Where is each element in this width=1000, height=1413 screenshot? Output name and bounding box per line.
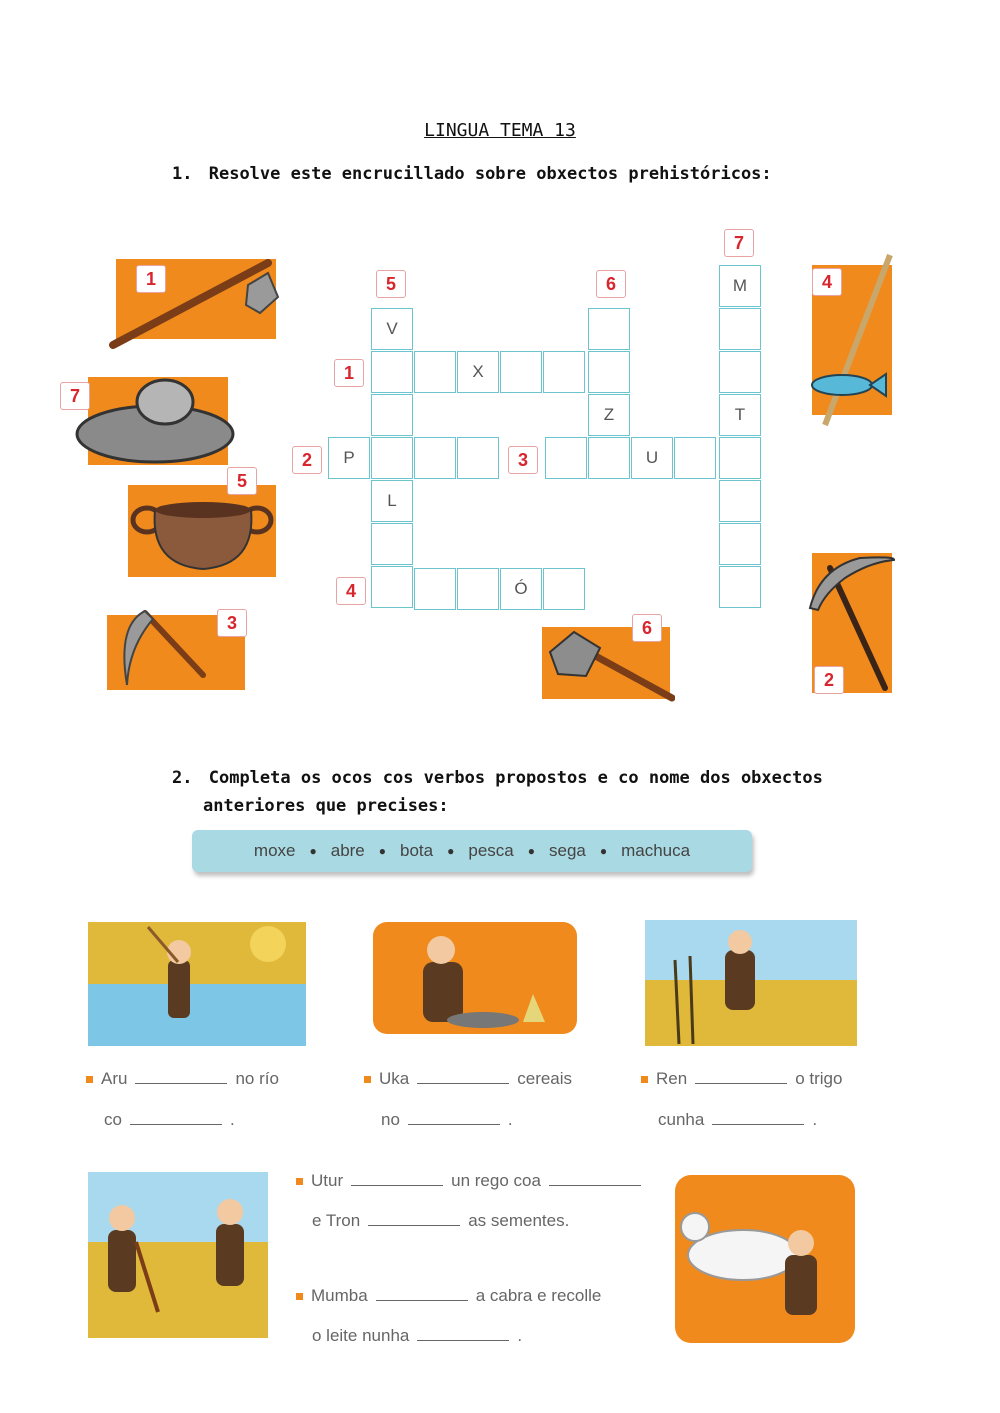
crossword-cell[interactable]: P: [328, 437, 370, 479]
bullet-square: [296, 1178, 303, 1185]
answer-blank[interactable]: [417, 1339, 509, 1341]
bullet: ●: [527, 844, 535, 858]
crossword-cell[interactable]: [414, 351, 456, 393]
sentence-uka-2: no .: [381, 1110, 513, 1129]
crossword-number: 6: [596, 270, 626, 298]
answer-blank[interactable]: [695, 1082, 787, 1084]
picture-number: 7: [60, 382, 90, 410]
crossword-cell[interactable]: [719, 308, 761, 350]
bullet-square: [296, 1293, 303, 1300]
bullet: ●: [447, 844, 455, 858]
crossword-cell[interactable]: [719, 480, 761, 522]
sentence-ren-2: cunha .: [658, 1110, 818, 1129]
sentence-text: cunha: [658, 1110, 705, 1129]
crossword-cell[interactable]: X: [457, 351, 499, 393]
sentence-text: Uka: [379, 1069, 410, 1088]
word: pesca: [468, 841, 514, 860]
crossword-number: 4: [336, 577, 366, 605]
crossword-cell[interactable]: [588, 437, 630, 479]
sentence-utur: [296, 1171, 649, 1191]
sentence-aru-2: co .: [104, 1110, 235, 1129]
sentence-ren: [641, 1069, 842, 1089]
hoe-picture: [800, 548, 900, 703]
sentence-text: o leite nunha: [312, 1326, 410, 1345]
crossword-cell[interactable]: [543, 568, 585, 610]
picture-number: 4: [812, 268, 842, 296]
axe-picture: [108, 245, 283, 355]
crossword-cell[interactable]: [719, 351, 761, 393]
sentence-text: co: [104, 1110, 122, 1129]
crossword-cell[interactable]: Z: [588, 394, 630, 436]
answer-blank[interactable]: [368, 1224, 460, 1226]
word: abre: [330, 841, 365, 860]
answer-blank[interactable]: [130, 1123, 222, 1125]
sentence-text: Ren: [656, 1069, 688, 1088]
sickle-picture: [105, 605, 250, 695]
crossword-cell[interactable]: [371, 394, 413, 436]
sentence-aru: [86, 1069, 279, 1089]
answer-blank[interactable]: [376, 1299, 468, 1301]
sowing-scene-image: [88, 1172, 268, 1343]
crossword-cell[interactable]: [371, 437, 413, 479]
picture-number: 3: [217, 609, 247, 637]
crossword-cell[interactable]: [371, 566, 413, 608]
sentence-uka: [364, 1069, 572, 1089]
word: bota: [400, 841, 434, 860]
crossword-cell[interactable]: [674, 437, 716, 479]
crossword-cell[interactable]: L: [371, 480, 413, 522]
answer-blank[interactable]: [549, 1184, 641, 1186]
question-2-text-line2: anteriores que precises:: [203, 796, 449, 816]
crossword-cell[interactable]: [414, 568, 456, 610]
sentence-text: no río: [235, 1069, 279, 1088]
answer-blank[interactable]: [135, 1082, 227, 1084]
sentence-text: Mumba: [311, 1286, 368, 1305]
crossword-cell[interactable]: [457, 568, 499, 610]
bullet: ●: [309, 844, 317, 858]
sentence-mumba: [296, 1286, 601, 1306]
sentence-text: Utur: [311, 1171, 344, 1190]
crossword-cell[interactable]: V: [371, 308, 413, 350]
word: machuca: [621, 841, 691, 860]
bullet: ●: [599, 844, 608, 858]
millstone-picture: [60, 372, 235, 477]
crossword-cell[interactable]: [543, 351, 585, 393]
sentence-text: a cabra e recolle: [475, 1286, 602, 1305]
crossword-number: 5: [376, 270, 406, 298]
answer-blank[interactable]: [417, 1082, 509, 1084]
crossword-number: 2: [292, 446, 322, 474]
fishing-scene-image: [88, 922, 306, 1051]
word: moxe: [253, 841, 296, 860]
word: sega: [548, 841, 586, 860]
sentence-text: e Tron: [312, 1211, 361, 1230]
pot-picture: [125, 465, 285, 585]
crossword-cell[interactable]: [371, 351, 413, 393]
sentence-mumba-2: o leite nunha .: [312, 1326, 523, 1345]
milking-scene-image: [675, 1175, 855, 1348]
crossword-number: 1: [334, 359, 364, 387]
picture-number: 5: [227, 467, 257, 495]
crossword-cell[interactable]: [719, 523, 761, 565]
question-1-number: 1.: [172, 164, 193, 184]
picture-number: 6: [632, 614, 662, 642]
answer-blank[interactable]: [351, 1184, 443, 1186]
question-1-text: Resolve este encrucillado sobre obxectos prehistóricos:: [208, 164, 772, 184]
question-2-number: 2.: [172, 768, 193, 788]
question-1: [172, 160, 772, 188]
crossword-cell[interactable]: [414, 437, 456, 479]
hammer-picture: [540, 612, 675, 707]
crossword-cell[interactable]: [371, 523, 413, 565]
bullet-square: [86, 1076, 93, 1083]
picture-number: 1: [136, 265, 166, 293]
crossword-cell[interactable]: [457, 437, 499, 479]
sentence-text: un rego coa: [451, 1171, 541, 1190]
crossword-cell[interactable]: Ó: [500, 568, 542, 610]
sentence-text: Aru: [101, 1069, 128, 1088]
harpoon-picture: [800, 250, 900, 435]
crossword-cell[interactable]: U: [631, 437, 673, 479]
crossword-number: 7: [724, 229, 754, 257]
sentence-text: o trigo: [795, 1069, 843, 1088]
bullet-square: [364, 1076, 371, 1083]
bullet: ●: [378, 844, 387, 858]
sentence-text: cereais: [517, 1069, 573, 1088]
crossword-cell[interactable]: [719, 566, 761, 608]
answer-blank[interactable]: [408, 1123, 500, 1125]
answer-blank[interactable]: [712, 1123, 804, 1125]
picture-number: 2: [814, 666, 844, 694]
crossword-cell[interactable]: [719, 437, 761, 479]
page-title: LINGUA TEMA 13: [424, 120, 576, 141]
grinding-scene-image: [373, 922, 577, 1039]
crossword-cell[interactable]: M: [719, 265, 761, 307]
harvest-scene-image: [645, 920, 857, 1051]
sentence-text: as sementes.: [468, 1211, 570, 1230]
bullet-square: [641, 1076, 648, 1083]
sentence-text: no: [381, 1110, 400, 1129]
crossword-number: 3: [508, 446, 538, 474]
crossword-cell[interactable]: [545, 437, 587, 479]
crossword-cell[interactable]: T: [719, 394, 761, 436]
crossword-cell[interactable]: [500, 351, 542, 393]
question-2: [172, 764, 823, 820]
word-bank: [192, 830, 752, 872]
question-2-text-line1: Completa os ocos cos verbos propostos e co nome dos obxectos: [208, 768, 823, 788]
crossword-cell[interactable]: [588, 351, 630, 393]
sentence-utur-2: [312, 1211, 569, 1231]
crossword-cell[interactable]: [588, 308, 630, 350]
